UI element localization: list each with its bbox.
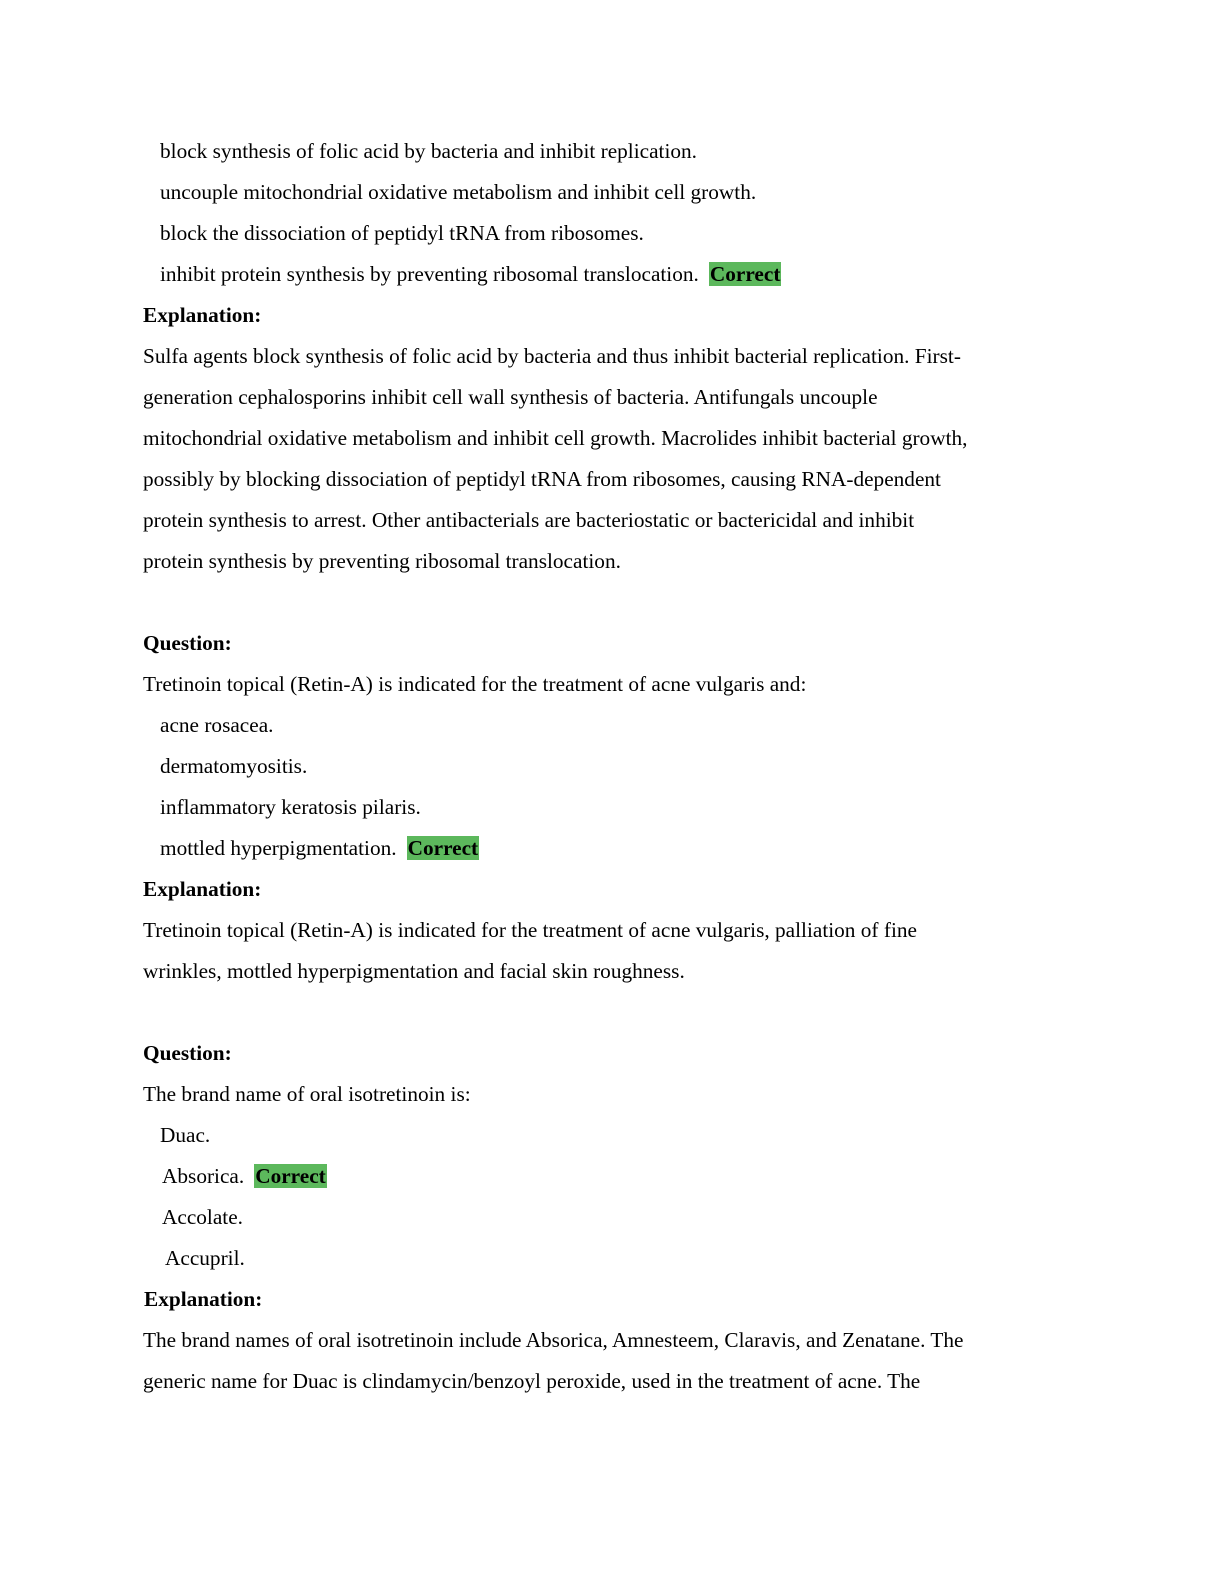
option-text: mottled hyperpigmentation. bbox=[160, 836, 397, 860]
explanation-line: mitochondrial oxidative metabolism and inhibit cell growth. Macrolides inhibit bacterial growth, bbox=[143, 426, 968, 450]
option-text: Accolate. bbox=[162, 1205, 243, 1229]
explanation-line: protein synthesis to arrest. Other antibacterials are bacteriostatic or bactericidal and inhibit bbox=[143, 508, 915, 532]
explanation-line: generic name for Duac is clindamycin/benzoyl peroxide, used in the treatment of acne. The bbox=[143, 1369, 921, 1393]
correct-badge: Correct bbox=[709, 262, 781, 286]
explanation-heading: Explanation: bbox=[144, 1287, 263, 1311]
answer-option bbox=[165, 1245, 245, 1271]
option-text: Accupril. bbox=[165, 1246, 245, 1270]
option-text: inflammatory keratosis pilaris. bbox=[160, 795, 421, 819]
explanation-line: protein synthesis by preventing ribosomal translocation. bbox=[143, 549, 621, 573]
question-text: Tretinoin topical (Retin-A) is indicated for the treatment of acne vulgaris and: bbox=[143, 672, 807, 696]
answer-option-correct bbox=[160, 835, 479, 861]
answer-option bbox=[160, 1122, 210, 1148]
explanation-line: The brand names of oral isotretinoin include Absorica, Amnesteem, Claravis, and Zenatane. The bbox=[143, 1328, 964, 1352]
explanation-line: Tretinoin topical (Retin-A) is indicated for the treatment of acne vulgaris, palliation of fine bbox=[143, 918, 917, 942]
option-text: acne rosacea. bbox=[160, 713, 274, 737]
explanation-line: Sulfa agents block synthesis of folic acid by bacteria and thus inhibit bacterial replication. First- bbox=[143, 344, 961, 368]
question-text: The brand name of oral isotretinoin is: bbox=[143, 1082, 471, 1106]
option-text: block the dissociation of peptidyl tRNA from ribosomes. bbox=[160, 221, 644, 245]
explanation-line: possibly by blocking dissociation of peptidyl tRNA from ribosomes, causing RNA-dependent bbox=[143, 467, 941, 491]
answer-option bbox=[160, 220, 644, 246]
answer-option bbox=[160, 712, 274, 738]
answer-option bbox=[160, 179, 756, 205]
explanation-heading: Explanation: bbox=[143, 877, 262, 901]
explanation-line: generation cephalosporins inhibit cell wall synthesis of bacteria. Antifungals uncouple bbox=[143, 385, 878, 409]
question-heading: Question: bbox=[143, 631, 232, 655]
option-text: block synthesis of folic acid by bacteria and inhibit replication. bbox=[160, 139, 697, 163]
correct-badge: Correct bbox=[407, 836, 479, 860]
option-text: inhibit protein synthesis by preventing ribosomal translocation. bbox=[160, 262, 699, 286]
option-text: Duac. bbox=[160, 1123, 211, 1147]
answer-option bbox=[160, 753, 307, 779]
answer-option-correct bbox=[160, 261, 781, 287]
answer-option bbox=[160, 794, 421, 820]
answer-option bbox=[160, 138, 697, 164]
explanation-heading: Explanation: bbox=[143, 303, 262, 327]
option-text: uncouple mitochondrial oxidative metabolism and inhibit cell growth. bbox=[160, 180, 757, 204]
option-text: Absorica. bbox=[162, 1164, 245, 1188]
option-text: dermatomyositis. bbox=[160, 754, 308, 778]
question-heading: Question: bbox=[143, 1041, 232, 1065]
answer-option-correct bbox=[162, 1163, 327, 1189]
correct-badge: Correct bbox=[255, 1164, 326, 1188]
answer-option bbox=[162, 1204, 243, 1230]
explanation-line: wrinkles, mottled hyperpigmentation and facial skin roughness. bbox=[143, 959, 685, 983]
